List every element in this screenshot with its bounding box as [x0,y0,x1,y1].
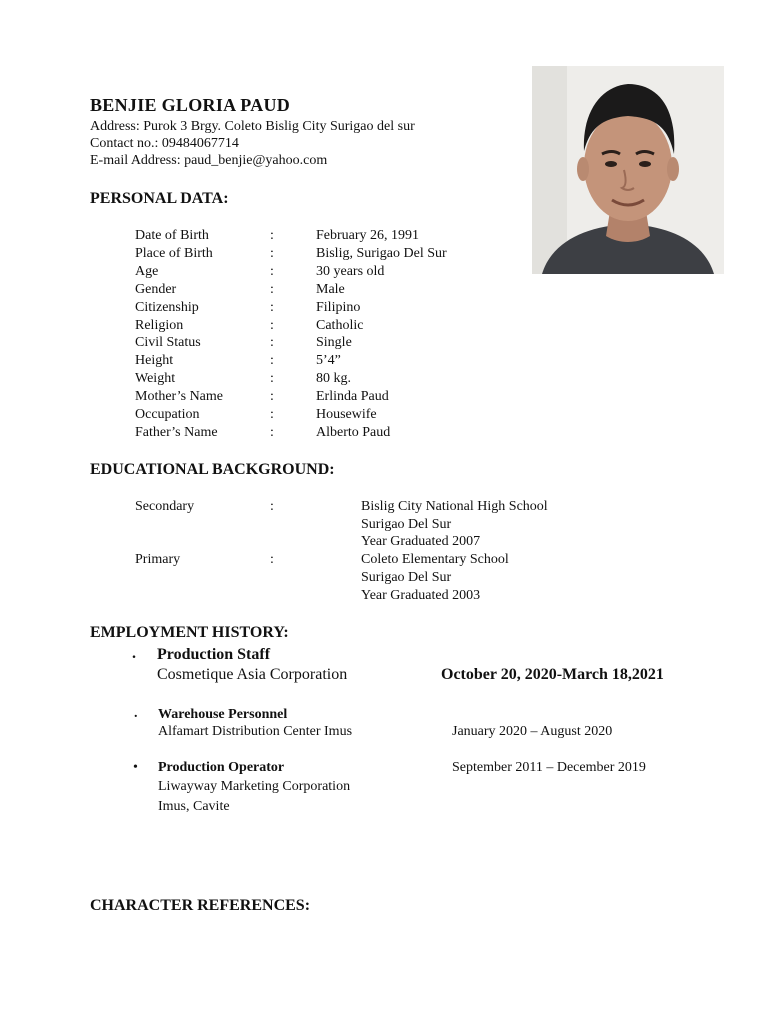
personal-row-label: Occupation [135,407,200,422]
edu-primary-label: Primary [135,552,181,567]
personal-row-label: Religion [135,318,184,333]
job-2-dates: January 2020 – August 2020 [452,724,613,739]
edu-primary-year: Year Graduated 2003 [361,588,481,603]
personal-row-colon: : [270,335,274,350]
job-1-position: Production Staff [157,646,271,663]
contact-line: Contact no.: 09484067714 [90,136,239,151]
edu-secondary-colon: : [270,499,274,514]
personal-row-colon: : [270,318,274,333]
personal-row-colon: : [270,389,274,404]
personal-row-label: Mother’s Name [135,389,223,404]
personal-row-value: Catholic [316,318,364,333]
personal-row-value: 30 years old [316,264,385,279]
personal-row-label: Place of Birth [135,246,213,261]
personal-row-label: Gender [135,282,177,297]
personal-row-label: Father’s Name [135,425,218,440]
education-heading: EDUCATIONAL BACKGROUND: [90,461,335,478]
personal-row-value: Housewife [316,407,377,422]
job-3-bullet: • [133,760,138,775]
edu-secondary-school: Bislig City National High School [361,499,548,514]
job-1-company: Cosmetique Asia Corporation [157,666,348,683]
edu-secondary-label: Secondary [135,499,195,514]
edu-primary-colon: : [270,552,274,567]
personal-row-value: 5’4” [316,353,341,368]
personal-row-value: Filipino [316,300,361,315]
personal-row-value: Bislig, Surigao Del Sur [316,246,447,261]
personal-row-colon: : [270,407,274,422]
personal-row-colon: : [270,282,274,297]
employment-heading: EMPLOYMENT HISTORY: [90,624,289,641]
personal-row-label: Citizenship [135,300,199,315]
job-3-dates: September 2011 – December 2019 [452,760,646,775]
job-3-company: Liwayway Marketing Corporation [158,779,351,794]
personal-row-colon: : [270,246,274,261]
personal-row-value: Male [316,282,345,297]
person-photo [532,66,724,274]
edu-secondary-location: Surigao Del Sur [361,517,452,532]
edu-primary-location: Surigao Del Sur [361,570,452,585]
references-heading: CHARACTER REFERENCES: [90,897,311,914]
personal-row-value: Erlinda Paud [316,389,389,404]
personal-row-value: Single [316,335,352,350]
job-2-bullet: . [134,706,138,721]
personal-row-label: Height [135,353,174,368]
personal-row-value: Alberto Paud [316,425,391,440]
edu-secondary-year: Year Graduated 2007 [361,534,481,549]
job-2-position: Warehouse Personnel [158,707,288,722]
job-1-dates: October 20, 2020-March 18,2021 [441,666,664,683]
job-2-company: Alfamart Distribution Center Imus [158,724,353,739]
personal-row-colon: : [270,264,274,279]
edu-primary-school: Coleto Elementary School [361,552,509,567]
personal-row-colon: : [270,425,274,440]
personal-row-label: Weight [135,371,176,386]
personal-row-label: Age [135,264,159,279]
applicant-name: BENJIE GLORIA PAUD [90,95,291,115]
personal-row-colon: : [270,228,274,243]
personal-row-colon: : [270,300,274,315]
personal-row-value: 80 kg. [316,371,351,386]
personal-row-label: Civil Status [135,335,201,350]
address-line: Address: Purok 3 Brgy. Coleto Bislig City Surigao del sur [90,119,415,134]
email-line: E-mail Address: paud_benjie@yahoo.com [90,153,328,168]
personal-data-heading: PERSONAL DATA: [90,190,229,207]
job-1-bullet: . [132,645,136,662]
person-photo-icon [532,66,724,274]
personal-row-label: Date of Birth [135,228,209,243]
job-3-location: Imus, Cavite [158,799,230,814]
personal-row-colon: : [270,371,274,386]
personal-row-value: February 26, 1991 [316,228,420,243]
job-3-position: Production Operator [158,760,285,775]
personal-row-colon: : [270,353,274,368]
